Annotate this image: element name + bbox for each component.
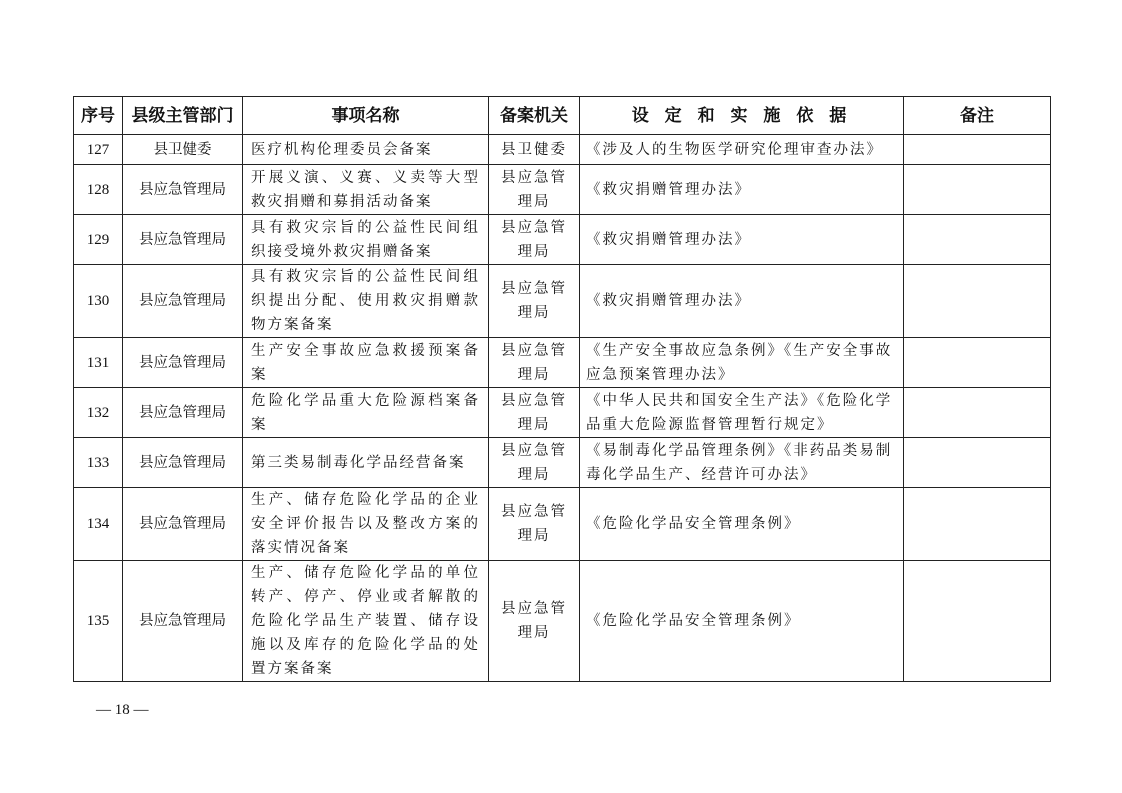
row-note	[904, 215, 1051, 265]
row-item-name: 生产安全事故应急救援预案备案	[243, 338, 489, 388]
row-basis: 《救灾捐赠管理办法》	[580, 215, 904, 265]
row-note	[904, 165, 1051, 215]
header-note: 备注	[904, 97, 1051, 135]
row-seq: 128	[74, 165, 123, 215]
header-dept: 县级主管部门	[123, 97, 243, 135]
row-dept: 县应急管理局	[123, 561, 243, 682]
row-item-name: 危险化学品重大危险源档案备案	[243, 388, 489, 438]
row-filing-org: 县应急管理局	[489, 388, 580, 438]
table-row	[74, 388, 1051, 438]
row-seq: 129	[74, 215, 123, 265]
row-dept: 县卫健委	[123, 135, 243, 165]
table-row	[74, 438, 1051, 488]
row-seq: 127	[74, 135, 123, 165]
row-note	[904, 135, 1051, 165]
row-dept: 县应急管理局	[123, 388, 243, 438]
row-dept: 县应急管理局	[123, 438, 243, 488]
header-org: 备案机关	[489, 97, 580, 135]
row-dept: 县应急管理局	[123, 488, 243, 561]
row-note	[904, 488, 1051, 561]
row-item-name: 具有救灾宗旨的公益性民间组织提出分配、使用救灾捐赠款物方案备案	[243, 265, 489, 338]
table-row	[74, 488, 1051, 561]
row-item-name: 第三类易制毒化学品经营备案	[243, 438, 489, 488]
row-seq: 130	[74, 265, 123, 338]
row-filing-org: 县应急管理局	[489, 438, 580, 488]
table-row	[74, 338, 1051, 388]
row-dept: 县应急管理局	[123, 265, 243, 338]
row-filing-org: 县应急管理局	[489, 165, 580, 215]
row-item-name: 生产、储存危险化学品的企业安全评价报告以及整改方案的落实情况备案	[243, 488, 489, 561]
row-basis: 《危险化学品安全管理条例》	[580, 488, 904, 561]
row-note	[904, 338, 1051, 388]
table-row	[74, 561, 1051, 682]
row-item-name: 开展义演、义赛、义卖等大型救灾捐赠和募捐活动备案	[243, 165, 489, 215]
row-seq: 135	[74, 561, 123, 682]
row-note	[904, 265, 1051, 338]
filing-items-table	[73, 96, 1051, 682]
row-filing-org: 县应急管理局	[489, 265, 580, 338]
header-seq: 序号	[74, 97, 123, 135]
row-seq: 133	[74, 438, 123, 488]
table-row	[74, 265, 1051, 338]
row-filing-org: 县应急管理局	[489, 488, 580, 561]
page-number: — 18 —	[96, 702, 149, 718]
table-row	[74, 135, 1051, 165]
row-basis: 《危险化学品安全管理条例》	[580, 561, 904, 682]
row-dept: 县应急管理局	[123, 165, 243, 215]
row-dept: 县应急管理局	[123, 215, 243, 265]
row-item-name: 生产、储存危险化学品的单位转产、停产、停业或者解散的危险化学品生产装置、储存设施以及库存的危险化学品的处置方案备案	[243, 561, 489, 682]
table-row	[74, 215, 1051, 265]
row-note	[904, 438, 1051, 488]
row-filing-org: 县卫健委	[489, 135, 580, 165]
row-item-name: 医疗机构伦理委员会备案	[243, 135, 489, 165]
row-seq: 131	[74, 338, 123, 388]
header-basis: 设 定 和 实 施 依 据	[580, 97, 904, 135]
row-item-name: 具有救灾宗旨的公益性民间组织接受境外救灾捐赠备案	[243, 215, 489, 265]
row-basis: 《中华人民共和国安全生产法》《危险化学品重大危险源监督管理暂行规定》	[580, 388, 904, 438]
header-name: 事项名称	[243, 97, 489, 135]
row-seq: 134	[74, 488, 123, 561]
row-basis: 《救灾捐赠管理办法》	[580, 265, 904, 338]
row-basis: 《涉及人的生物医学研究伦理审查办法》	[580, 135, 904, 165]
row-filing-org: 县应急管理局	[489, 215, 580, 265]
row-note	[904, 561, 1051, 682]
row-basis: 《生产安全事故应急条例》《生产安全事故应急预案管理办法》	[580, 338, 904, 388]
table-header-row	[74, 97, 1051, 135]
row-note	[904, 388, 1051, 438]
row-filing-org: 县应急管理局	[489, 561, 580, 682]
table-row	[74, 165, 1051, 215]
row-basis: 《易制毒化学品管理条例》《非药品类易制毒化学品生产、经营许可办法》	[580, 438, 904, 488]
row-basis: 《救灾捐赠管理办法》	[580, 165, 904, 215]
row-seq: 132	[74, 388, 123, 438]
row-filing-org: 县应急管理局	[489, 338, 580, 388]
row-dept: 县应急管理局	[123, 338, 243, 388]
